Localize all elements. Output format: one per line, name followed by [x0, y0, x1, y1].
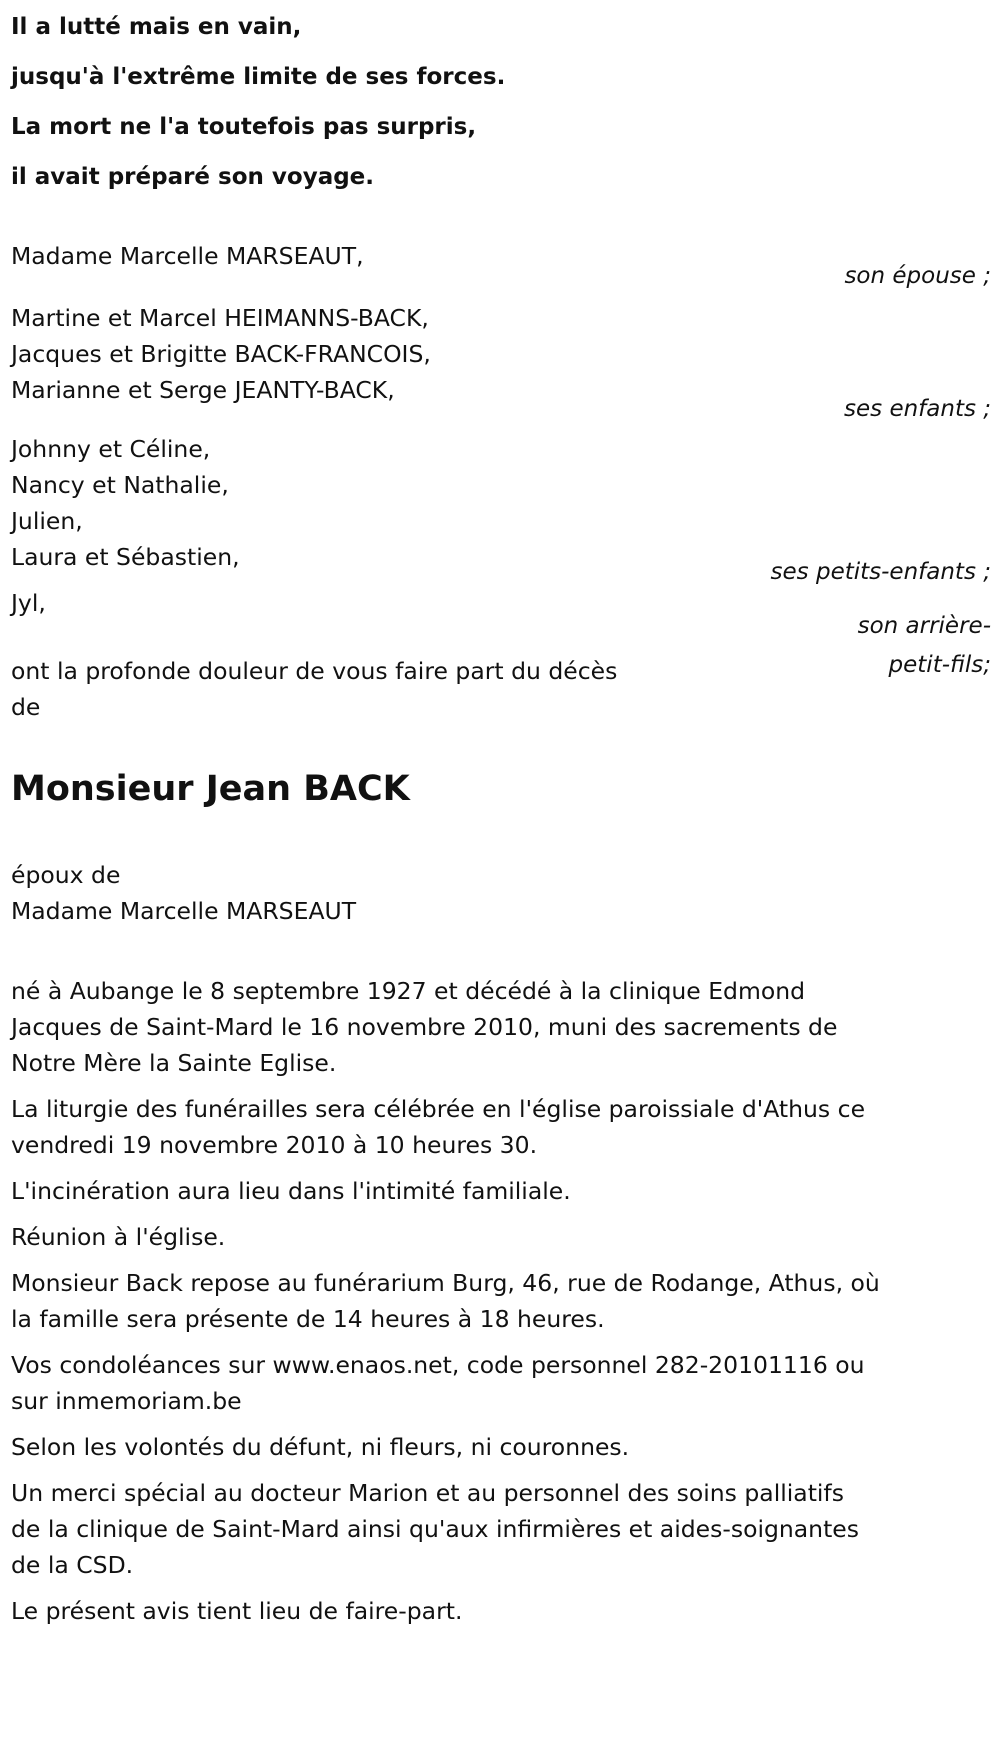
family-group-spouse [11, 236, 991, 300]
family-role-line: petit-fils; [888, 652, 991, 678]
paragraph-line: Monsieur Back repose au funérarium Burg, 46, rue de Rodange, Athus, où [11, 1269, 880, 1297]
family-name: Nancy et Nathalie, [11, 471, 229, 499]
paragraph-line: sur inmemoriam.be [11, 1387, 242, 1415]
family-role [831, 607, 991, 685]
deceased-name: Monsieur Jean BACK [11, 769, 410, 809]
paragraph-line: né à Aubange le 8 septembre 1927 et décédé à la clinique Edmond [11, 977, 806, 1005]
family-name: Johnny et Céline, [11, 435, 211, 463]
verse [11, 2, 991, 202]
paragraph-line: Jacques de Saint-Mard le 16 novembre 2010, muni des sacrements de [11, 1013, 838, 1041]
paragraph [11, 1475, 971, 1583]
paragraph-line: Vos condoléances sur www.enaos.net, code personnel 282-20101116 ou [11, 1351, 865, 1379]
family-name: Madame Marcelle MARSEAUT, [11, 242, 364, 270]
paragraph [11, 1173, 971, 1209]
paragraph [11, 1429, 971, 1465]
paragraph [11, 1593, 971, 1629]
obituary-page [11, 0, 991, 1639]
family-name: Laura et Sébastien, [11, 543, 240, 571]
spouse-line: époux de [11, 861, 121, 889]
family-role: ses enfants ; [844, 396, 991, 422]
paragraph-line: Le présent avis tient lieu de faire-part. [11, 1597, 463, 1625]
family-group-grandchildren [11, 427, 991, 585]
verse-line: Il a lutté mais en vain, [11, 14, 302, 40]
paragraph [11, 1219, 971, 1255]
spouse-of [11, 857, 991, 929]
details [11, 973, 991, 1629]
family-role: ses petits-enfants ; [770, 559, 991, 585]
paragraph [11, 1347, 971, 1419]
paragraph-line: de la clinique de Saint-Mard ainsi qu'aux infirmières et aides-soignantes [11, 1515, 859, 1543]
paragraph-line: de la CSD. [11, 1551, 134, 1579]
family-role-line: son arrière- [857, 613, 991, 639]
family-name: Julien, [11, 507, 83, 535]
paragraph-line: Réunion à l'église. [11, 1223, 226, 1251]
spouse-line: Madame Marcelle MARSEAUT [11, 897, 357, 925]
verse-line: jusqu'à l'extrême limite de ses forces. [11, 64, 506, 90]
paragraph [11, 1265, 971, 1337]
family-name: Marianne et Serge JEANTY-BACK, [11, 376, 395, 404]
paragraph-line: L'incinération aura lieu dans l'intimité familiale. [11, 1177, 571, 1205]
paragraph-line: La liturgie des funérailles sera célébrée en l'église paroissiale d'Athus ce [11, 1095, 866, 1123]
announcement-line: de [11, 693, 41, 721]
family-name: Jyl, [11, 589, 46, 617]
family-name: Jacques et Brigitte BACK-FRANCOIS, [11, 340, 431, 368]
paragraph-line: la famille sera présente de 14 heures à 18 heures. [11, 1305, 605, 1333]
verse-line: il avait préparé son voyage. [11, 164, 375, 190]
paragraph-line: Selon les volontés du défunt, ni fleurs, ni couronnes. [11, 1433, 630, 1461]
announcement-line: ont la profonde douleur de vous faire part du décès [11, 657, 618, 685]
family-role: son épouse ; [844, 263, 991, 289]
paragraph [11, 1091, 971, 1163]
paragraph [11, 973, 971, 1081]
family-group-children [11, 300, 991, 427]
verse-line: La mort ne l'a toutefois pas surpris, [11, 114, 477, 140]
paragraph-line: vendredi 19 novembre 2010 à 10 heures 30. [11, 1131, 538, 1159]
paragraph-line: Un merci spécial au docteur Marion et au personnel des soins palliatifs [11, 1479, 844, 1507]
family-name: Martine et Marcel HEIMANNS-BACK, [11, 304, 429, 332]
paragraph-line: Notre Mère la Sainte Eglise. [11, 1049, 337, 1077]
